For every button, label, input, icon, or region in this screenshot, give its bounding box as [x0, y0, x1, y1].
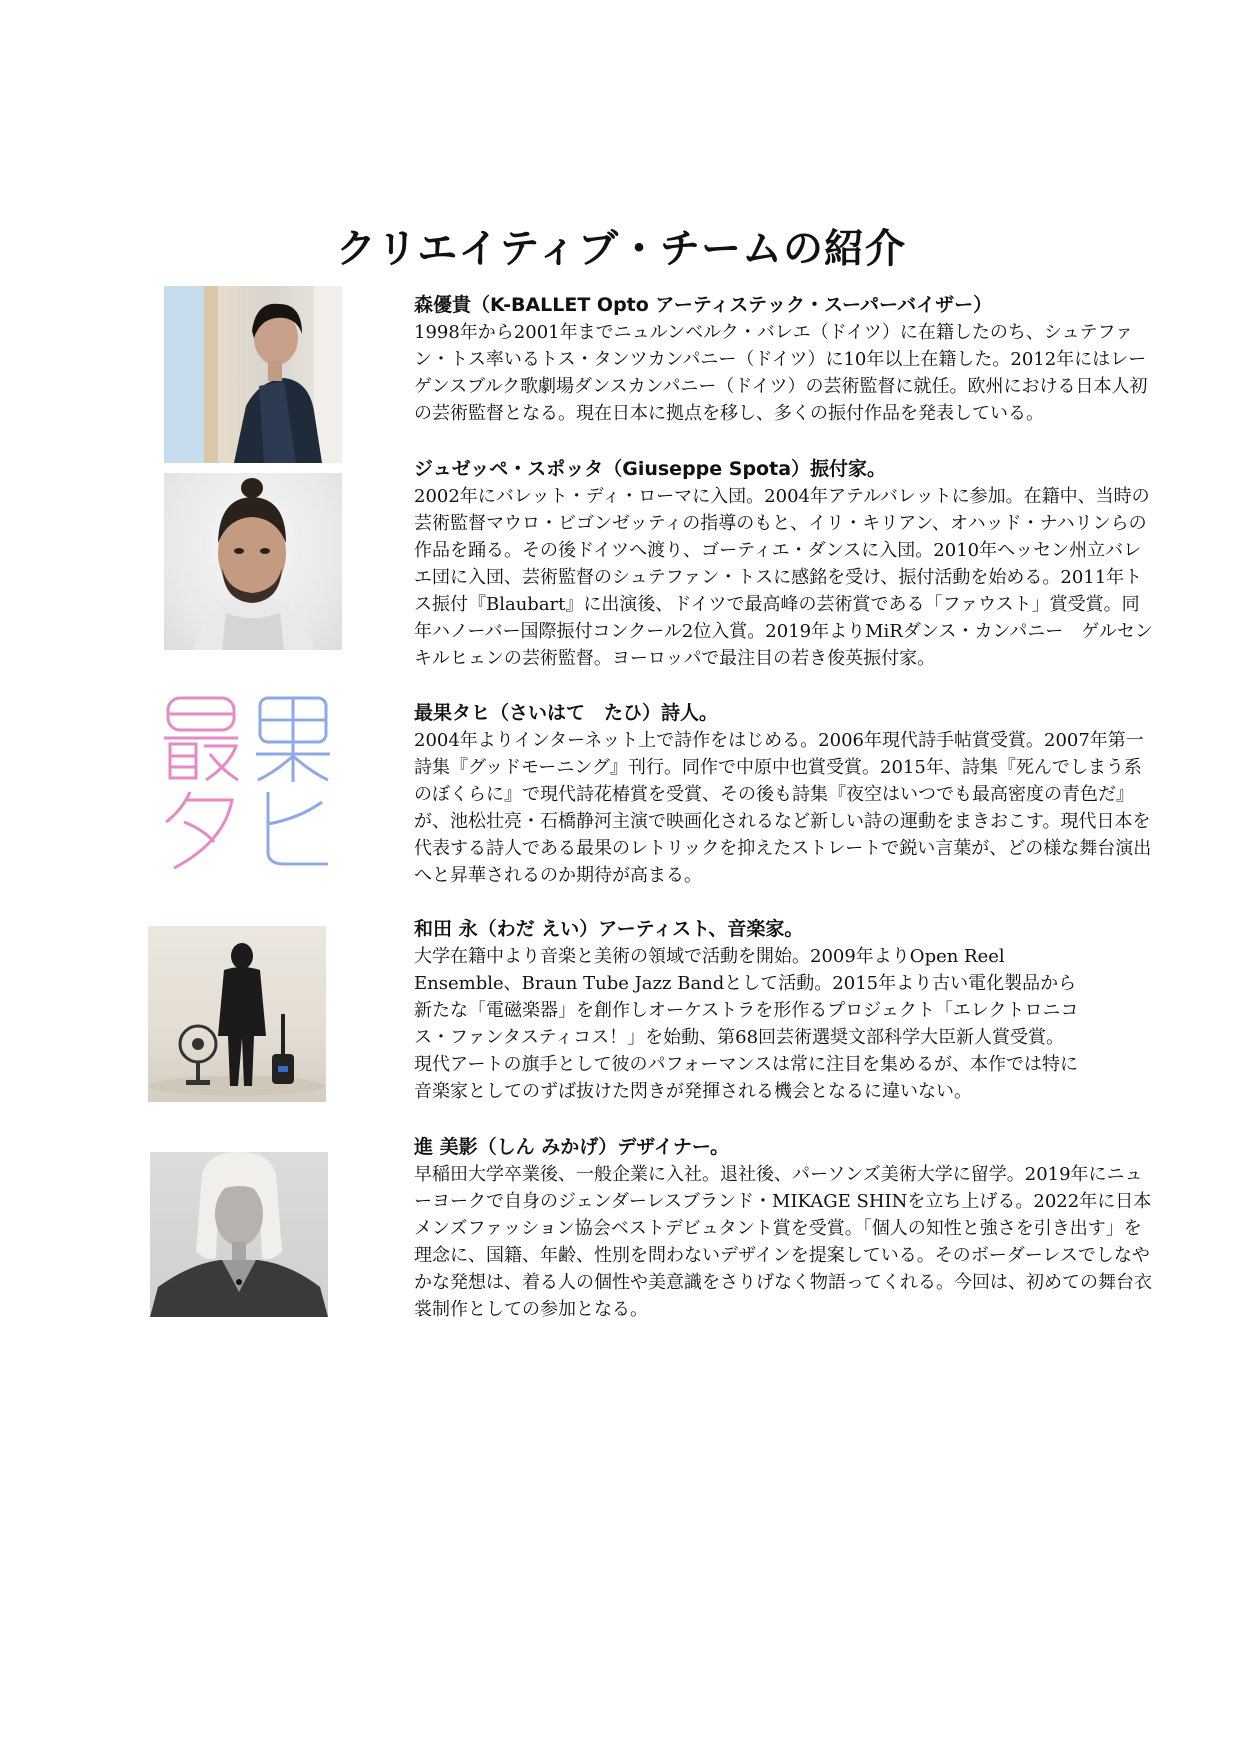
member-bio: 大学在籍中より音楽と美術の領域で活動を開始。2009年よりOpen Reel Ensemble、Braun Tube Jazz Bandとして活動。2015年より古い電化製品から新たな「電磁楽器」を創作しオーケストラを形作るプロジェクト「エレクトロニコス・ファンタスティコス！」を始動、第68回芸術選奨文部科学大臣新人賞受賞。現代アートの旗手として彼のパフォーマンスは常に注目を集めるが、本作では特に音楽家としてのずば抜けた閃きが発揮される機会となるに違いない。 — [414, 946, 1079, 1102]
photo-ei-wada — [148, 926, 326, 1102]
photo-yuki-mori — [164, 286, 342, 463]
bio-giuseppe-spota — [414, 456, 1154, 672]
member-bio: 1998年から2001年までニュルンベルク・バレエ（ドイツ）に在籍したのち、シュテファン・トス率いるトス・タンツカンパニー（ドイツ）に10年以上在籍した。2012年にはレーゲンスブルク歌劇場ダンスカンパニー（ドイツ）の芸術監督に就任。欧州における日本人初の芸術監督となる。現在日本に拠点を移し、多くの振付作品を発表している。 — [414, 322, 1148, 424]
member-bio: 2004年よりインターネット上で詩作をはじめる。2006年現代詩手帖賞受賞。2007年第一詩集『グッドモーニング』刊行。同作で中原中也賞受賞。2015年、詩集『死んでしまう系のぼくらに』で現代詩花椿賞を受賞、その後も詩集『夜空はいつでも最高密度の青色だ』が、池松壮亮・石橋静河主演で映画化されるなど新しい詩の運動をまきおこす。現代日本を代表する詩人である最果のレトリックを抑えたストレートで鋭い言葉が、どの様な舞台演出へと昇華されるのか期待が高まる。 — [414, 730, 1152, 886]
bio-ei-wada — [414, 916, 1154, 1105]
member-bio: 早稲田大学卒業後、一般企業に入社。退社後、パーソンズ美術大学に留学。2019年にニューヨークで自身のジェンダーレスブランド・MIKAGE SHINを立ち上げる。2022年に日本メンズファッション協会ベストデビュタント賞を受賞。「個人の知性と強さを引き出す」を理念に、国籍、年齢、性別を問わないデザインを提案している。そのボーダーレスでしなやかな発想は、着る人の個性や美意識をさりげなく物語ってくれる。今回は、初めての舞台衣裳制作としての参加となる。 — [414, 1164, 1152, 1320]
bio-mikage-shin — [414, 1134, 1154, 1323]
member-name: 進 美影（しん みかげ）デザイナー。 — [414, 1136, 730, 1158]
page-title: クリエイティブ・チームの紹介 — [336, 225, 906, 272]
member-name: 最果タヒ（さいはて たひ）詩人。 — [414, 702, 719, 724]
member-name: 和田 永（わだ えい）アーティスト、音楽家。 — [414, 918, 804, 940]
bio-tahi-saihate — [414, 700, 1154, 889]
logo-saihate-tahi — [160, 692, 338, 874]
bio-yuki-mori — [414, 292, 1154, 427]
photo-giuseppe-spota — [164, 473, 342, 650]
member-name: 森優貴（K-BALLET Opto アーティステック・スーパーバイザー） — [414, 294, 993, 316]
member-bio: 2002年にバレット・ディ・ローマに入団。2004年アテルバレットに参加。在籍中、当時の芸術監督マウロ・ビゴンゼッティの指導のもと、イリ・キリアン、オハッド・ナハリンらの作品を踊る。その後ドイツへ渡り、ゴーティエ・ダンスに入団。2010年ヘッセン州立バレエ団に入団、芸術監督のシュテファン・トスに感銘を受け、振付活動を始める。2011年トス振付『Blaubart』に出演後、ドイツで最高峰の芸術賞である「ファウスト」賞受賞。同年ハノーバー国際振付コンクール2位入賞。2019年よりMiRダンス・カンパニー ゲルセンキルヒェンの芸術監督。ヨーロッパで最注目の若き俊英振付家。 — [414, 486, 1153, 669]
member-name: ジュゼッペ・スポッタ（Giuseppe Spota）振付家。 — [414, 458, 887, 480]
photo-mikage-shin — [150, 1152, 328, 1317]
